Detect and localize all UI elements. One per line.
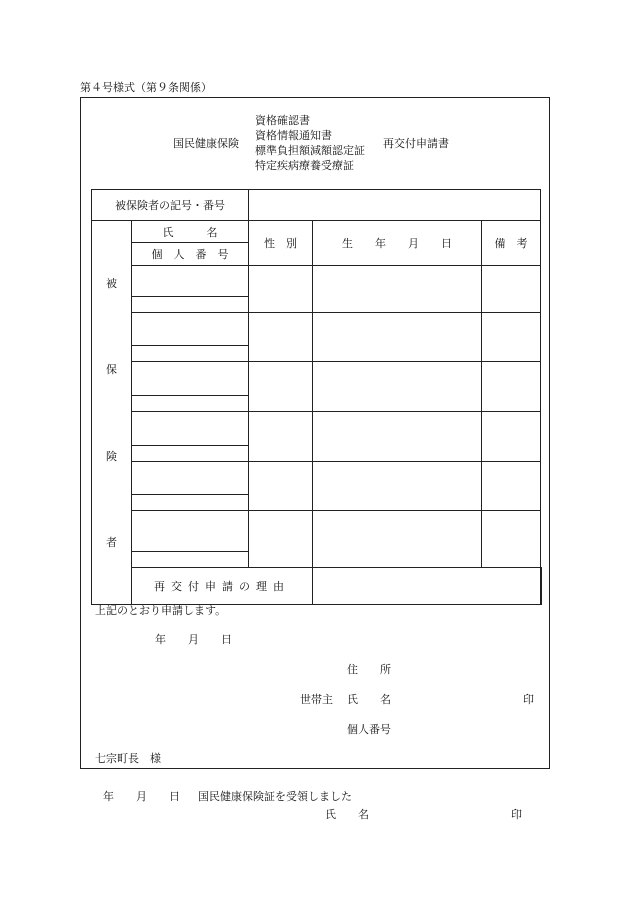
- person-3-birthdate[interactable]: [313, 362, 482, 412]
- document-type-list: [255, 113, 365, 173]
- person-1-remarks[interactable]: [482, 266, 541, 313]
- person-5-number[interactable]: [132, 495, 249, 511]
- person-5-gender[interactable]: [249, 462, 313, 511]
- person-4-name[interactable]: [132, 412, 249, 446]
- insured-vertical-label: [92, 221, 132, 605]
- gender-header: 性 別: [249, 221, 313, 266]
- document-type-2: 資格情報通知書: [255, 129, 332, 142]
- insured-table: [91, 189, 542, 605]
- receipt-seal: 印: [511, 808, 522, 821]
- person-2-name[interactable]: [132, 313, 249, 346]
- reason-remarks-field[interactable]: [541, 568, 542, 605]
- reason-field[interactable]: [313, 568, 541, 605]
- document-type-3: 標準負担額減額認定証: [255, 144, 365, 157]
- person-1-name[interactable]: [132, 266, 249, 297]
- household-head-label: 世帯主: [300, 693, 333, 706]
- insured-char-1: 被: [106, 277, 117, 291]
- person-6-gender[interactable]: [249, 511, 313, 568]
- applicant-personal-number-label: 個人番号: [347, 723, 391, 736]
- person-3-name[interactable]: [132, 362, 249, 396]
- receipt-text: 国民健康保険証を受領しました: [198, 790, 352, 803]
- addressee: 七宗町長 様: [95, 752, 161, 765]
- document-type-1: 資格確認書: [255, 114, 310, 127]
- remarks-header: 備 考: [482, 221, 541, 266]
- insured-char-4: 者: [106, 535, 117, 549]
- person-6-number[interactable]: [132, 552, 249, 568]
- receipt-name-label: 氏 名: [325, 808, 369, 821]
- person-3-gender[interactable]: [249, 362, 313, 412]
- applicant-seal: 印: [523, 693, 534, 706]
- insured-char-3: 険: [106, 449, 117, 463]
- person-6-birthdate[interactable]: [313, 511, 482, 568]
- person-2-number[interactable]: [132, 346, 249, 362]
- person-3-number[interactable]: [132, 396, 249, 412]
- insurance-label: 国民健康保険: [173, 137, 239, 150]
- receipt-date: 年 月 日: [103, 790, 180, 803]
- person-3-remarks[interactable]: [482, 362, 541, 412]
- person-4-birthdate[interactable]: [313, 412, 482, 462]
- person-5-remarks[interactable]: [482, 462, 541, 511]
- personal-number-header: 個 人 番 号: [132, 243, 249, 266]
- person-4-gender[interactable]: [249, 412, 313, 462]
- document-type-4: 特定疾病療養受療証: [255, 159, 354, 172]
- application-title: 再交付申請書: [383, 137, 449, 150]
- person-1-number[interactable]: [132, 297, 249, 313]
- person-2-remarks[interactable]: [482, 313, 541, 362]
- symbol-number-field[interactable]: [249, 190, 541, 221]
- person-2-birthdate[interactable]: [313, 313, 482, 362]
- declaration: 上記のとおり申請します。: [95, 604, 227, 617]
- applicant-name-label: 氏 名: [347, 693, 391, 706]
- address-label: 住 所: [347, 663, 391, 676]
- person-6-name[interactable]: [132, 511, 249, 552]
- name-header: 氏 名: [132, 221, 249, 243]
- symbol-number-label: 被保険者の記号・番号: [92, 190, 249, 221]
- person-4-number[interactable]: [132, 446, 249, 462]
- application-date: 年 月 日: [155, 633, 232, 646]
- person-4-remarks[interactable]: [482, 412, 541, 462]
- person-6-remarks[interactable]: [482, 511, 541, 568]
- person-1-gender[interactable]: [249, 266, 313, 313]
- person-5-birthdate[interactable]: [313, 462, 482, 511]
- form-number: 第４号様式（第９条関係）: [80, 81, 212, 94]
- reason-label: 再交付申請の理由: [132, 568, 313, 605]
- person-5-name[interactable]: [132, 462, 249, 495]
- person-1-birthdate[interactable]: [313, 266, 482, 313]
- insured-char-2: 保: [106, 363, 117, 377]
- birthdate-header: 生 年 月 日: [313, 221, 482, 266]
- person-2-gender[interactable]: [249, 313, 313, 362]
